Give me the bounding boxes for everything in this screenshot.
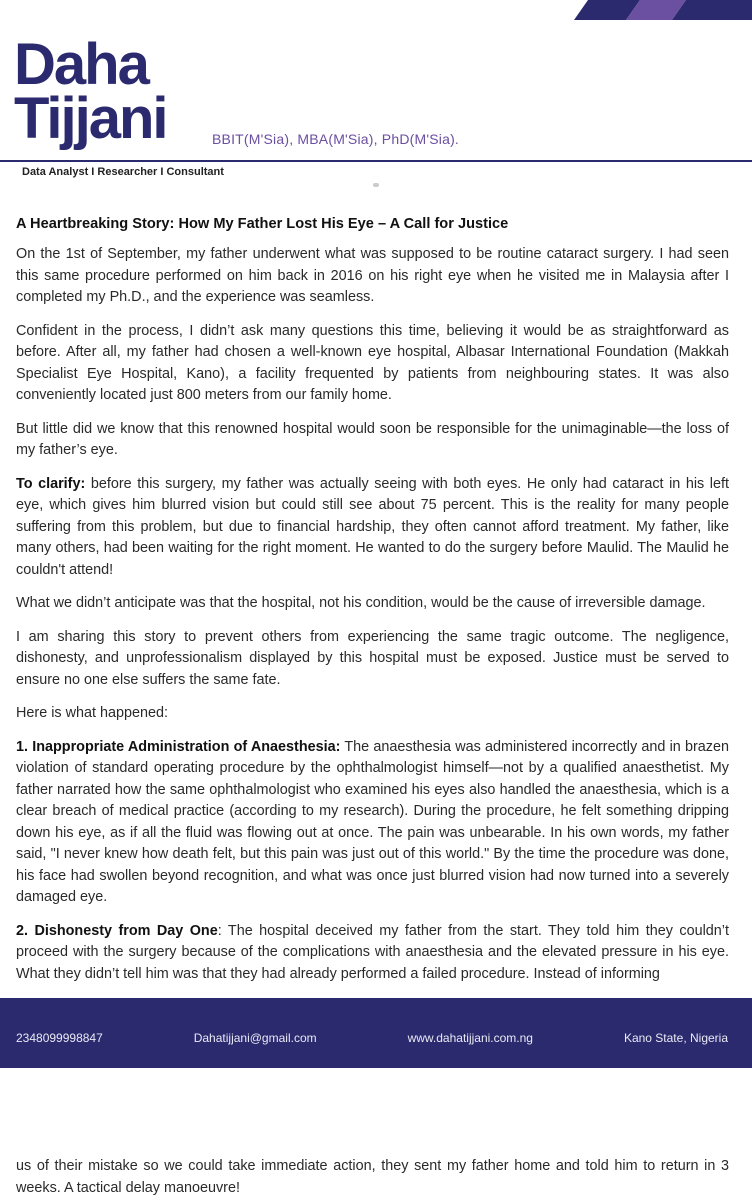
paragraph-4-body: before this surgery, my father was actually seeing with both eyes. He only had cataract in his left eye, which gives him blurred vision but could still see about 75 percent. This is the reality for many people suffering from this problem, but due to financial hardship, they often cannot afford treatment. My father, like many others, had been waiting for the right moment. He wanted to do the surgery before Maulid. The Maulid he couldn't attend! xyxy=(16,475,729,578)
tagline: Data Analyst I Researcher I Consultant xyxy=(22,166,224,178)
article-title: A Heartbreaking Story: How My Father Lost His Eye – A Call for Justice xyxy=(16,216,509,232)
paragraph-9-lead: 2. Dishonesty from Day One xyxy=(16,922,218,939)
paragraph-7: Here is what happened: xyxy=(16,705,169,721)
article xyxy=(16,214,729,997)
paragraph-4 xyxy=(16,474,729,582)
header-stripe-graphic xyxy=(0,0,752,20)
paragraph-8 xyxy=(16,737,729,909)
continued-paragraph: us of their mistake so we could take immediate action, they sent my father home and told him to return in 3 weeks. A tactical delay manoeuvre! xyxy=(16,1158,729,1196)
paragraph-5: What we didn’t anticipate was that the hospital, not his condition, would be the cause of irreversible damage. xyxy=(16,595,706,611)
footer-phone: 2348099998847 xyxy=(16,1031,103,1045)
logo-name-first: Daha xyxy=(14,32,148,97)
footer-website: www.dahatijjani.com.ng xyxy=(407,1031,533,1045)
page-mark xyxy=(373,183,379,187)
paragraph-4-lead: To clarify: xyxy=(16,475,86,492)
footer-location: Kano State, Nigeria xyxy=(623,1031,728,1045)
paragraph-3: But little did we know that this renowned hospital would soon be responsible for the unimaginable—the loss of my father’s eye. xyxy=(16,420,729,458)
footer xyxy=(0,998,752,1068)
paragraph-8-body: The anaesthesia was administered incorrectly and in brazen violation of standard operating procedure by the ophthalmologist himself—not by a qualified anaesthetist. My father narrated how the same ophthalmologist who examined his eyes also handled the anaesthesia, which is a clear breach of medical practice (according to my research). During the procedure, he felt something dripping down his eye, as if all the fluid was flowing out at once. The pain was unbearable. In his own words, my father said, "I never knew how death felt, but this pain was just out of this world." By the time the procedure was done, his face had swollen beyond recognition, and what was once just blurred vision had now turned into a severely damaged eye. xyxy=(16,738,729,905)
logo xyxy=(14,32,167,151)
paragraph-8-lead: 1. Inappropriate Administration of Anaesthesia: xyxy=(16,738,341,755)
credentials: BBIT(M'Sia), MBA(M'Sia), PhD(M'Sia). xyxy=(212,131,460,147)
paragraph-1: On the 1st of September, my father underwent what was supposed to be routine cataract surgery. I had seen this same procedure performed on him back in 2016 on his right eye when he visited me in Malaysia after I completed my Ph.D., and the experience was seamless. xyxy=(16,246,729,305)
header-divider xyxy=(0,160,752,162)
paragraph-9 xyxy=(16,921,729,986)
paragraph-2: Confident in the process, I didn’t ask many questions this time, believing it would be as straightforward as before. After all, my father had chosen a well-known eye hospital, Albasar International Foundation (Makkah Specialist Eye Hospital, Kano), a facility frequented by patients from neighbouring states. It was also conveniently located just 800 meters from our family home. xyxy=(16,322,729,403)
paragraph-6: I am sharing this story to prevent others from experiencing the same tragic outcome. The negligence, dishonesty, and unprofessionalism displayed by this hospital must be exposed. Justice must be served to ensure no one else suffers the same fate. xyxy=(16,628,729,688)
footer-email: Dahatijjani@gmail.com xyxy=(193,1031,317,1045)
logo-name-last: Tijjani xyxy=(14,86,167,151)
paragraph-9-body: : The hospital deceived my father from the start. They told him they couldn’t proceed with the surgery because of the complications with anaesthesia and the elevated pressure in his eye. What they didn’t tell him was that they had already performed a failed procedure. Instead of informing xyxy=(16,922,729,982)
